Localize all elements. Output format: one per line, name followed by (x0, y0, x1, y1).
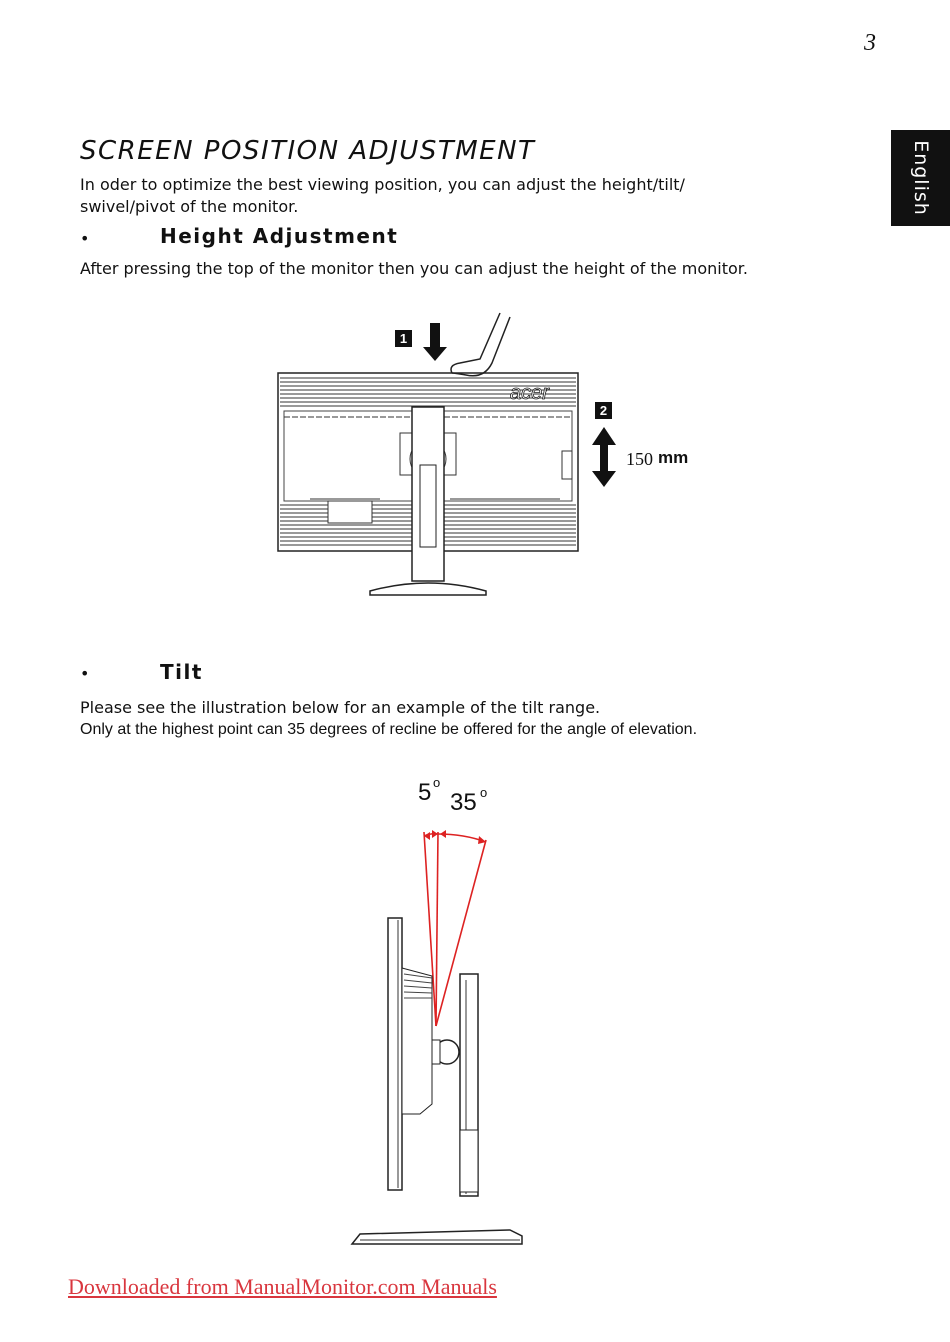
port-block (328, 501, 372, 523)
panel-side (388, 918, 402, 1190)
bullet-height: • (80, 229, 90, 248)
stand-lower (460, 1130, 478, 1192)
language-tab (891, 130, 950, 226)
tilt-stand-base (352, 1230, 522, 1244)
side-button (562, 451, 572, 479)
height-double-arrow (592, 427, 616, 487)
tilt-text-1: Please see the illustration below for an example of the tilt range. (80, 698, 601, 717)
height-heading: Height Adjustment (160, 224, 399, 248)
press-arrow-shaft (430, 323, 440, 349)
stand-slot (420, 465, 436, 547)
tilt-text-2: Only at the highest point can 35 degrees of recline be offered for the angle of elevation. (80, 721, 698, 738)
back-degree-mark: o (480, 785, 488, 800)
travel-value: 150 (626, 449, 653, 469)
stand-base (370, 583, 486, 595)
tilt-illustration (340, 770, 540, 1252)
language-tab-label: English (909, 140, 932, 216)
brand-logo: acer (510, 382, 549, 404)
page-number: 3 (864, 30, 876, 56)
height-text: After pressing the top of the monitor then you can adjust the height of the monitor. (80, 259, 748, 278)
intro-paragraph: In oder to optimize the best viewing position, you can adjust the height/tilt/ swivel/pivot of the monitor. (80, 175, 685, 216)
height-adjustment-illustration (270, 305, 710, 605)
footer-download-link[interactable]: Downloaded from ManualMonitor.com Manuals (68, 1274, 497, 1299)
back-housing (402, 968, 432, 1114)
bullet-tilt: • (80, 664, 90, 683)
tilt-arrowheads (424, 830, 486, 844)
section-title: SCREEN POSITION ADJUSTMENT (80, 136, 536, 166)
hinge-bracket (432, 1040, 440, 1064)
step-1-label: 1 (399, 331, 408, 346)
forward-angle-label: 5 (418, 779, 432, 806)
step-2-label: 2 (599, 403, 608, 418)
tilt-heading: Tilt (160, 660, 203, 684)
hand-drawing (451, 313, 510, 376)
press-arrow-head (423, 347, 447, 361)
back-angle-label: 35 (450, 789, 477, 816)
forward-degree-mark: o (433, 775, 441, 790)
travel-unit: mm (658, 448, 689, 467)
